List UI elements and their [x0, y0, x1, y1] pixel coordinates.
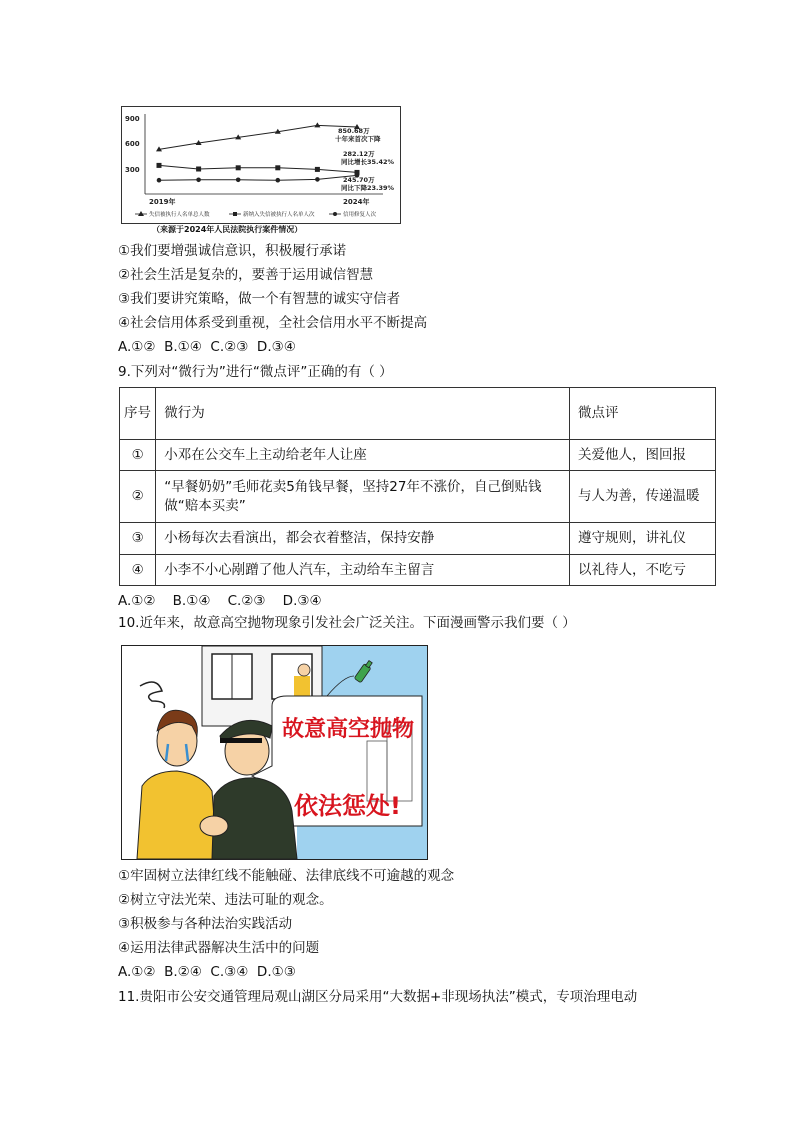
annotation-total-value: 850.68万 [338, 127, 370, 135]
row-number: ① [120, 440, 156, 471]
row-comment: 遵守规则，讲礼仪 [570, 523, 716, 555]
annotation-new-note: 同比增长35.42% [341, 158, 395, 166]
q9-table [119, 387, 716, 586]
high-altitude-throwing-comic [121, 645, 428, 860]
table-row [120, 471, 716, 523]
row-comment: 关爱他人，图回报 [570, 440, 716, 471]
annotation-new-value: 282.12万 [343, 150, 375, 158]
q10-stem: 10.近年来，故意高空抛物现象引发社会广泛关注。下面漫画警示我们要（ ） [118, 615, 576, 631]
legend-label-total: 失信被执行人名单总人数 [149, 212, 210, 218]
legend-label-new: 新纳入失信被执行人名单人次 [243, 212, 315, 218]
table-row [120, 555, 716, 586]
annotation-repair-note: 同比下降23.39% [341, 184, 395, 192]
data-point [275, 165, 280, 170]
x-tick-label: 2024年 [343, 198, 370, 206]
data-point [315, 167, 320, 172]
data-point [196, 178, 201, 183]
q10-answer-choices: A.①② B.②④ C.③④ D.①③ [118, 964, 296, 980]
hands [200, 816, 228, 836]
header-comment: 微点评 [570, 388, 716, 440]
credit-line-chart [121, 106, 401, 224]
comic-caption-punish: 依法惩处! [294, 792, 401, 820]
data-point [276, 178, 281, 183]
row-behavior: 小邓在公交车上主动给老年人让座 [156, 440, 570, 471]
q9-stem: 9.下列对“微行为”进行“微点评”正确的有（ ） [118, 364, 393, 380]
x-tick-label: 2019年 [149, 198, 176, 206]
thrower-figure [294, 676, 310, 698]
q10-option-1: ①牢固树立法律红线不能触碰、法律底线不可逾越的观念 [118, 868, 455, 884]
q8-answer-choices: A.①② B.①④ C.②③ D.③④ [118, 339, 296, 355]
legend-label-repair: 信用修复人次 [343, 212, 377, 218]
q9-answer-choices: A.①② B.①④ C.②③ D.③④ [118, 593, 322, 609]
data-point [157, 163, 162, 168]
data-point [236, 165, 241, 170]
data-point [196, 167, 201, 172]
y-tick-label: 900 [125, 115, 140, 123]
data-point [236, 178, 241, 183]
row-number: ③ [120, 523, 156, 555]
row-behavior: 小李不小心剐蹭了他人汽车，主动给车主留言 [156, 555, 570, 586]
annotation-total-note: 十年来首次下降 [335, 135, 381, 143]
row-number: ④ [120, 555, 156, 586]
q8-option-2: ②社会生活是复杂的，要善于运用诚信智慧 [118, 267, 374, 283]
q11-stem: 11.贵阳市公安交通管理局观山湖区分局采用“大数据+非现场执法”模式，专项治理电动 [118, 989, 638, 1005]
y-tick-label: 300 [125, 166, 140, 174]
table-row [120, 523, 716, 555]
table-row [120, 440, 716, 471]
q10-option-3: ③积极参与各种法治实践活动 [118, 916, 293, 932]
row-behavior: “早餐奶奶”毛师花卖5角钱早餐，坚持27年不涨价，自己倒贴钱做“赔本买卖” [156, 471, 570, 523]
row-number: ② [120, 471, 156, 523]
header-number: 序号 [120, 388, 156, 440]
data-point [315, 177, 320, 182]
man-body [137, 771, 217, 859]
row-comment: 以礼待人，不吃亏 [570, 555, 716, 586]
q10-option-4: ④运用法律武器解决生活中的问题 [118, 940, 320, 956]
legend-square-icon [233, 212, 237, 216]
legend-circle-icon [333, 212, 337, 216]
row-behavior: 小杨每次去看演出，都会衣着整洁，保持安静 [156, 523, 570, 555]
q8-option-3: ③我们要讲究策略，做一个有智慧的诚实守信者 [118, 291, 401, 307]
q8-option-4: ④社会信用体系受到重视，全社会信用水平不断提高 [118, 315, 428, 331]
row-comment: 与人为善，传递温暖 [570, 471, 716, 523]
q8-option-1: ①我们要增强诚信意识，积极履行承诺 [118, 243, 347, 259]
comic-caption-throwing: 故意高空抛物 [282, 717, 415, 742]
data-point [157, 178, 162, 183]
thrower-head [298, 664, 310, 676]
table-header-row [120, 388, 716, 440]
annotation-repair-value: 245.70万 [343, 176, 375, 184]
q10-option-2: ②树立守法光荣、违法可耻的观念。 [118, 892, 333, 908]
y-tick-label: 600 [125, 140, 140, 148]
chart-caption: （来源于2024年人民法院执行案件情况） [152, 225, 303, 234]
header-behavior: 微行为 [156, 388, 570, 440]
